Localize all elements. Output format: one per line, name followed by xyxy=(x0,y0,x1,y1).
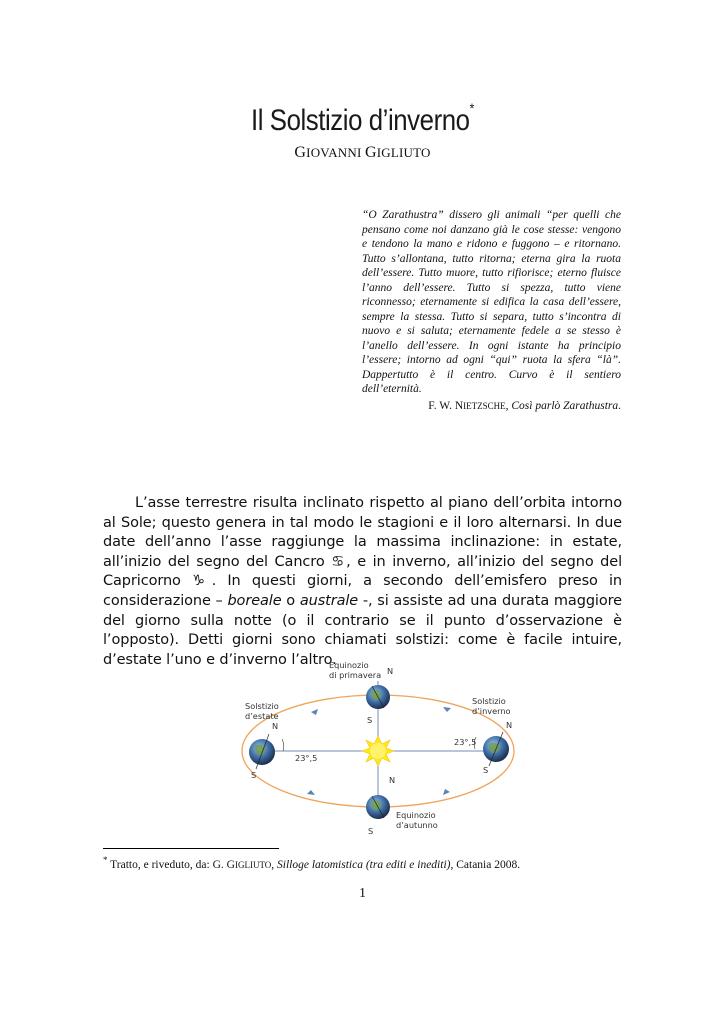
label-autumn-1: Equinozio xyxy=(396,810,436,820)
title-footnote-mark: * xyxy=(469,100,474,116)
label-winter-2: d’inverno xyxy=(472,706,511,716)
footnote-divider xyxy=(103,848,279,849)
earth-summer-icon xyxy=(249,734,275,769)
footnote: * Tratto, e riveduto, da: G. GIGLIUTO, Silloge latomistica (tra editi e inediti), Catania 2008. xyxy=(103,855,521,871)
label-summer-2: d’estate xyxy=(245,711,279,721)
label-spring-2: di primavera xyxy=(329,670,382,680)
earth-spring-icon xyxy=(366,685,390,709)
angle-label-left: 23°,5 xyxy=(295,753,318,763)
earth-autumn-icon xyxy=(366,795,390,819)
north-label: N xyxy=(506,720,513,730)
orbit-arrow-icon xyxy=(311,709,318,715)
earth-winter-icon xyxy=(483,732,509,766)
north-label: N xyxy=(387,666,394,676)
angle-arc-left xyxy=(282,739,284,751)
south-label: S xyxy=(483,765,489,775)
epigraph-attribution: F. W. NIETZSCHE, Così parlò Zarathustra. xyxy=(428,400,621,412)
label-winter-1: Solstizio xyxy=(472,696,506,706)
term-boreale: boreale xyxy=(227,592,282,609)
footnote-work-title: Silloge latomistica (tra editi e inediti) xyxy=(277,858,451,871)
page-number: 1 xyxy=(359,886,366,901)
label-spring-1: Equinozio xyxy=(329,660,369,670)
north-label: N xyxy=(272,721,279,731)
orbit-arrow-icon xyxy=(443,789,450,795)
angle-label-right: 23°,5 xyxy=(454,737,477,747)
label-autumn-2: d’autunno xyxy=(396,820,438,830)
sun-icon xyxy=(362,736,394,766)
body-paragraph: L’asse terrestre risulta inclinato rispetto al piano dell’orbita intorno al Sole; questo genera in tal modo le stagioni e il loro alternarsi. In due date dell’anno l’asse raggiunge la massima inclinazione: in estate, all’inizio del segno del Cancro ♋, e in inverno, all’inizio del segno del Capricorno ♑. In questi giorni, a secondo dell’emisfero preso in considerazione – boreale o australe -, si assiste ad una durata maggiore del giorno sulla notte (o il contrario se il punto d’osservazione è l’opposto). Detti giorni sono chiamati solstizi: come è facile intuire, d’estate l’uno e d’inverno l’altro. xyxy=(103,495,623,668)
footnote-mark: * xyxy=(103,855,108,865)
capricorn-glyph: ♑ xyxy=(192,573,212,590)
work-title: Così parlò Zarathustra xyxy=(511,400,619,412)
cancer-glyph: ♋ xyxy=(331,553,347,570)
label-summer-1: Solstizio xyxy=(245,701,279,711)
south-label: S xyxy=(368,826,374,836)
south-label: S xyxy=(367,715,373,725)
term-australe: australe xyxy=(299,592,359,609)
south-label: S xyxy=(251,770,257,780)
north-label: N xyxy=(389,775,396,785)
title-text: Il Solstizio d’inverno xyxy=(251,104,470,137)
author-name: GIOVANNI GIGLIUTO xyxy=(294,144,431,161)
orbit-arrow-icon xyxy=(307,790,315,795)
epigraph-quote: “O Zarathustra” dissero gli animali “per quelli che pensano come noi danzano già le cose stesse: vengono e tendono la mano e ridono e fuggono – e ritornano. Tutto s’allontana, tutto ritorna; eterna gira la ruota dell’essere. Tutto muore, tutto rifiorisce; eterno fluisce l’anno dell’essere. Tutto si spezza, tutto viene riconnesso; eternamente si edifica la casa dell’essere, sempre la stessa. Tutto si separa, tutto s’incontra di nuovo e si saluta; eternamente fedele a se stesso è l’anello dell’essere. In ogni istante ha principio l’essere; intorno ad ogni “qui” ruota la sfera “là”. Dappertutto è il centro. Curvo è il sentiero dell’eternità. xyxy=(362,209,621,395)
orbit-arrow-icon xyxy=(443,707,451,712)
solstice-diagram xyxy=(225,656,535,836)
page-title xyxy=(51,100,675,138)
